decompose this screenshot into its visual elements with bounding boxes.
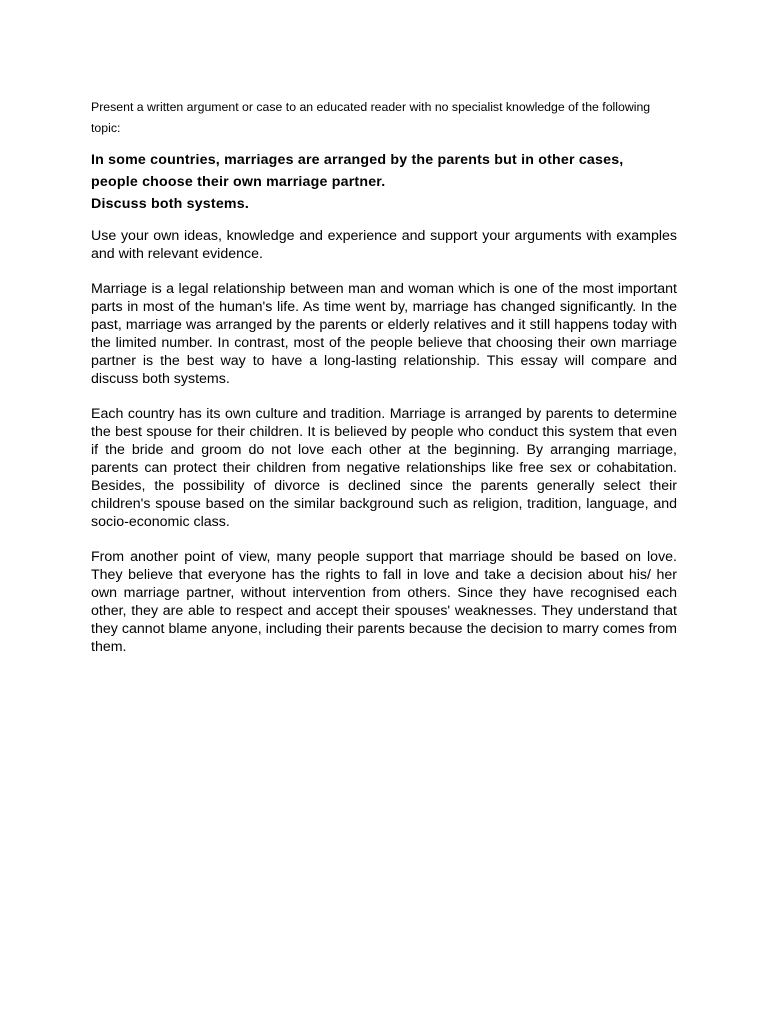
essay-paragraph-love: From another point of view, many people support that marriage should be based on love. They believe that everyone has the rights to fall in love and take a decision about his/ her own marriage partner, without intervention from others. Since they have recognised each other, they are able to respect and accept their spouses' weaknesses. They understand that they cannot blame anyone, including their parents because the decision to marry comes from them. (91, 549, 677, 655)
essay-paragraph-intro: Marriage is a legal relationship between man and woman which is one of the most important parts in most of the human's life. As time went by, marriage has changed significantly. In the past, marriage was arranged by the parents or elderly relatives and it still happens today with the limited number. In contrast, most of the people believe that choosing their own marriage partner is the best way to have a long-lasting relationship. This essay will compare and discuss both systems. (91, 281, 677, 387)
topic-line: In some countries, marriages are arranged by the parents but in other cases, (91, 152, 624, 168)
topic-line: people choose their own marriage partner. (91, 174, 386, 190)
topic-line: Discuss both systems. (91, 196, 249, 212)
document-page (91, 97, 677, 673)
essay-topic (91, 149, 677, 215)
prompt-instruction: Use your own ideas, knowledge and experience and support your arguments with examples and with relevant evidence. (91, 228, 677, 262)
essay-paragraph-arranged: Each country has its own culture and tradition. Marriage is arranged by parents to determine the best spouse for their children. It is believed by people who conduct this system that even if the bride and groom do not love each other at the beginning. By arranging marriage, parents can protect their children from negative relationships like free sex or cohabitation. Besides, the possibility of divorce is declined since the parents generally select their children's spouse based on the similar background such as religion, tradition, language, and socio-economic class. (91, 406, 677, 530)
prompt-intro: Present a written argument or case to an educated reader with no specialist knowledge of the following topic: (91, 100, 651, 135)
